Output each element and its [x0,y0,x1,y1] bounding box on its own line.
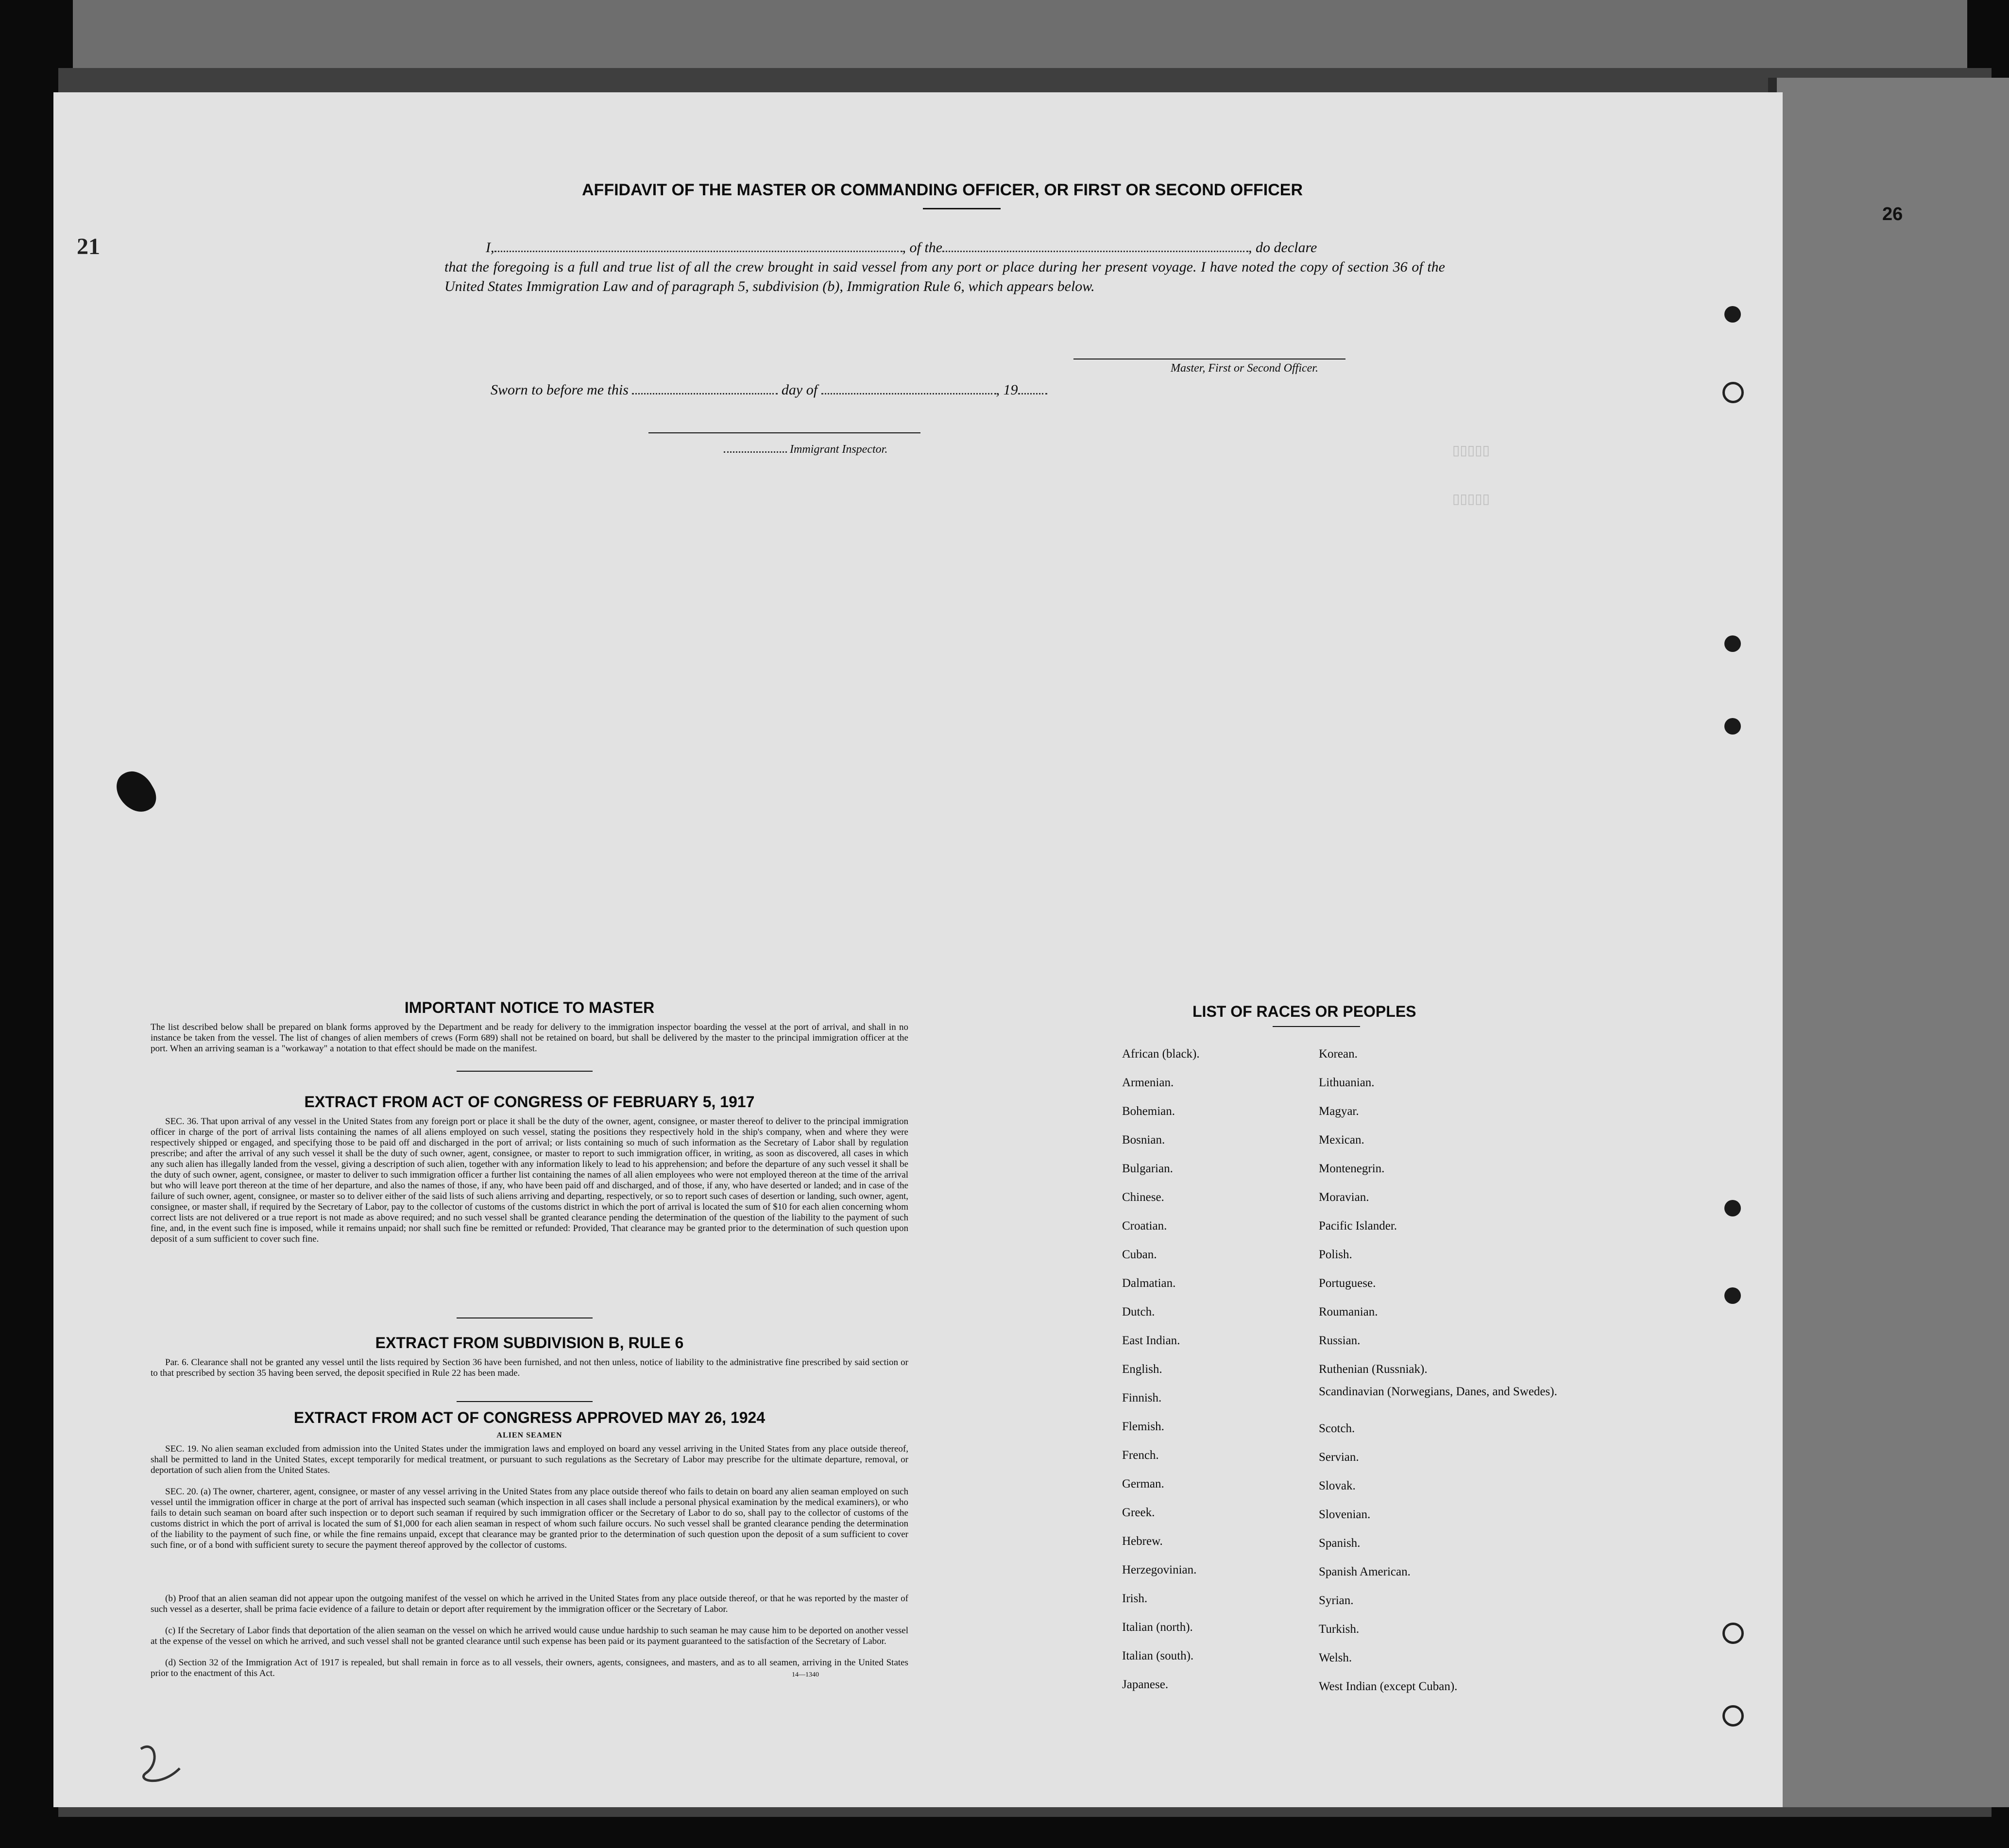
race-item: Armenian. [1122,1076,1174,1089]
vessel-name-blank [942,251,1248,252]
binder-hole [1724,306,1741,323]
handwritten-scribble [131,1734,189,1793]
extract-1924-sec20a: SEC. 20. (a) The owner, charterer, agent, consignee, or master of any vessel arriving in the United States from any place outside thereof who fails to detain on board any alien seaman employed on such vessel until the immigration officer in charge at the port of arrival has inspected such seaman (which inspection in all cases shall include a personal physical examination by the medical examiners), or who fails to detain such seaman on board after such inspection or to deport such seaman if required by such immigration officer or the Secretary of Labor to do so, shall pay to the collector of customs of the customs district in which the port of arrival is located the sum of $1,000 for each alien seaman in respect of whom such failure occurs. No such vessel shall be granted clearance pending the determination of the liability to the payment of such fine, or while the fine remains unpaid, except that clearance may be granted prior to the determination of such question upon the deposit of a sum sufficient to cover such fine, or of a bond with sufficient surety to secure the payment thereof approved by the collector of customs. [151,1487,908,1550]
races-title: LIST OF RACES OR PEOPLES [1192,1003,1416,1020]
race-item: Turkish. [1319,1623,1360,1636]
binder-hole [1724,1287,1741,1304]
race-item: Moravian. [1319,1191,1369,1204]
race-item: East Indian. [1122,1334,1180,1347]
race-item: Portuguese. [1319,1277,1376,1290]
race-item: Slovak. [1319,1479,1356,1492]
binder-hole [1722,1623,1744,1644]
folder-edge [1768,78,2009,1807]
handwritten-mark: 21 [77,234,100,259]
notice-text: The list described below shall be prepared on blank forms approved by the Department and be ready for delivery to the immigration inspector boarding the vessel at the port of arrival, and shall in no instance be taken from the vessel. The list of changes of alien members of crews (Form 689) shall not be retained on board, but shall be delivered by the master to the principal immigration officer at the port. When an arriving seaman is a "workaway" a notation to that effect should be made on the manifest. [151,1022,908,1054]
race-item: Lithuanian. [1319,1076,1375,1089]
race-item: Montenegrin. [1319,1162,1385,1175]
extract-1924-sec20b: (b) Proof that an alien seaman did not appear upon the outgoing manifest of the vessel on which he arrived in the United States from any place outside thereof, or that he was reported by the master of such vessel as a deserter, shall be prima facie evidence of a failure to detain or deport after requirement by the immigration officer or the Secretary of Labor. [151,1593,908,1614]
race-item: Magyar. [1319,1105,1359,1118]
race-item: Irish. [1122,1592,1148,1605]
sworn-line [491,382,1047,398]
race-item: Cuban. [1122,1248,1157,1261]
extract-1924-sec20c: (c) If the Secretary of Labor finds that deportation of the alien seaman on the vessel on which he arrived would cause undue hardship to such seaman he may cause him to be deported on another vessel at the expense of the vessel on which he arrived, and such vessel shall not be granted clearance until such expense has been paid or its payment guaranteed to the satisfaction of the Secretary of Labor. [151,1626,908,1646]
manifest-page [53,92,1903,1807]
affidavit-title: AFFIDAVIT OF THE MASTER OR COMMANDING OFFICER, OR FIRST OR SECOND OFFICER [582,181,1303,199]
race-item: Chinese. [1122,1191,1164,1204]
race-item: Roumanian. [1319,1305,1378,1318]
race-item: Japanese. [1122,1678,1169,1691]
notice-title: IMPORTANT NOTICE TO MASTER [404,999,655,1016]
race-item: Herzegovinian. [1122,1563,1197,1576]
race-item: Greek. [1122,1506,1155,1519]
extract-1924-title: EXTRACT FROM ACT OF CONGRESS APPROVED MAY 26, 1924 [293,1409,766,1426]
officer-name-blank [494,251,902,252]
inspector-label-text: Immigrant Inspector. [790,443,888,456]
day-blank [632,393,778,394]
sworn-text: Sworn to before me this [491,382,629,398]
binder-hole [1724,1200,1741,1216]
extract-1924-sec19: SEC. 19. No alien seaman excluded from admission into the United States under the immigration laws and employed on board any vessel arriving in the United States from any place outside thereof, shall be permitted to land in the United States, except temporarily for medical treatment, or pursuant to such regulations as the Secretary of Labor may prescribe for the ultimate departure, removal, or deportation of such alien from the United States. [151,1444,908,1475]
race-item: Bulgarian. [1122,1162,1173,1175]
race-item: Ruthenian (Russniak). [1319,1363,1428,1376]
form-number: 14—1340 [792,1671,819,1678]
rule-6-text: Par. 6. Clearance shall not be granted any vessel until the lists required by Section 36 have been furnished, and not then unless, notice of liability to the administrative fine prescribed by said section or to that prescribed by section 35 having been served, the deposit specified in Rule 22 has been made. [151,1357,908,1378]
race-item: Pacific Islander. [1319,1219,1397,1232]
bleed-through-text: ▯▯▯▯▯ [1452,493,1490,508]
races-column-1 [1122,1040,1336,1699]
year-prefix: , 19 [996,382,1018,398]
page-number: 26 [1882,204,1903,224]
race-item: African (black). [1122,1047,1200,1061]
race-item: German. [1122,1477,1164,1490]
extract-1917-text: SEC. 36. That upon arrival of any vessel in the United States from any foreign port or place it shall be the duty of the owner, agent, consignee, or master thereof to deliver to the principal immigration officer in charge of the port of arrival lists containing the names of all aliens employed on such vessel, stating the positions they respectively hold in the ship's company, when and where they were respectively shipped or engaged, and specifying those to be paid off and discharged in the port of arrival; or lists containing so much of such information as the Secretary of Labor shall by regulation prescribe; and after the arrival of any such vessel it shall be the duty of such owner, agent, consignee, or master to report to such immigration officer, in writing, as soon as discovered, all cases in which any such alien has illegally landed from the vessel, giving a description of such alien, together with any information likely to lead to his apprehension; and before the departure of any such vessel it shall be the duty of such owner, agent, consignee, or master to deliver to such immigration officer a further list containing the names of all alien employees who were not employed thereon at the time of the arrival but who will leave port thereon at the time of her departure, and also the names of those, if any, who have been paid off and discharged, and of those, if any, who have deserted or landed; and in case of the failure of such owner, agent, consignee, or master so to deliver either of the said lists of such aliens arriving and departing, respectively, or so to report such cases of desertion or landing, such owner, agent, consignee, or master shall, if required by the Secretary of Labor, pay to the collector of customs of the customs district in which the port of arrival is located the sum of $10 for each alien concerning whom correct lists are not delivered or a true report is not made as above required; and no such vessel shall be granted clearance pending the determination of the question of the liability to the payment of such fine, and, in the event such fine is imposed, while it remains unpaid; nor shall such fine be remitted or refunded: Provided, That clearance may be granted prior to the determination of such question upon deposit of a sum sufficient to cover such fine. [151,1116,908,1244]
race-item: English. [1122,1363,1162,1376]
races-column-2 [1319,1040,1571,1701]
binder-hole [1724,718,1741,735]
extract-1924-sec20d: (d) Section 32 of the Immigration Act of 1917 is repealed, but shall remain in force as to all vessels, their owners, agents, consignees, and masters, and as to all seamen, arriving in the United States prior to the enactment of this Act. [151,1658,908,1678]
divider [457,1401,593,1402]
race-item: Hebrew. [1122,1535,1163,1548]
race-item: Welsh. [1319,1651,1352,1664]
race-item: Spanish. [1319,1537,1361,1550]
race-item: Slovenian. [1319,1508,1371,1521]
race-item: West Indian (except Cuban). [1319,1680,1458,1693]
race-item: Italian (north). [1122,1621,1193,1634]
divider [457,1071,593,1072]
race-item: Polish. [1319,1248,1352,1261]
race-item: Dalmatian. [1122,1277,1176,1290]
race-item: Italian (south). [1122,1649,1194,1662]
bleed-through-text: ▯▯▯▯▯ [1452,444,1490,459]
race-item: Croatian. [1122,1219,1167,1232]
inspector-label [724,443,887,456]
divider [1273,1026,1360,1027]
day-of-text: day of [781,382,818,398]
race-item: Russian. [1319,1334,1361,1347]
race-item: Servian. [1319,1451,1359,1464]
divider [923,208,1001,209]
signature-label: Master, First or Second Officer. [1171,362,1318,375]
extract-1917-title: EXTRACT FROM ACT OF CONGRESS OF FEBRUARY 5, 1917 [304,1093,755,1111]
race-item: Flemish. [1122,1420,1164,1433]
race-item: French. [1122,1449,1159,1462]
binder-hole [1724,635,1741,652]
rule-6-title: EXTRACT FROM SUBDIVISION B, RULE 6 [375,1334,684,1352]
month-blank [821,393,996,394]
affidavit-statement: that the foregoing is a full and true list of all the crew brought in said vessel from any port or place during her present voyage. I have noted the copy of section 36 of the United States Immigration Law and of paragraph 5, subdivision (b), Immigration Rule 6, which appears below. [444,259,1445,294]
year-blank [1018,393,1047,394]
race-item: Mexican. [1319,1133,1364,1146]
extract-1924-subtitle: ALIEN SEAMEN [496,1431,562,1439]
race-item: Dutch. [1122,1305,1155,1318]
race-item: Bosnian. [1122,1133,1165,1146]
inspector-blank [724,451,787,453]
binder-hole [1722,382,1744,403]
affidavit-do-declare: , do declare [1248,240,1317,256]
affidavit-i: I, [486,240,494,256]
race-item: Bohemian. [1122,1105,1175,1118]
race-item: Scandinavian (Norwegians, Danes, and Swedes). [1319,1385,1557,1398]
inspector-line [648,432,920,433]
binder-hole [1722,1705,1744,1727]
race-item: Finnish. [1122,1391,1162,1404]
race-item: Korean. [1319,1047,1358,1061]
affidavit-declaration [486,238,1447,257]
affidavit-of-the: , of the [902,240,942,256]
ink-blot [110,765,162,820]
race-item: Syrian. [1319,1594,1354,1607]
race-item: Scotch. [1319,1422,1355,1435]
race-item: Spanish American. [1319,1565,1411,1578]
